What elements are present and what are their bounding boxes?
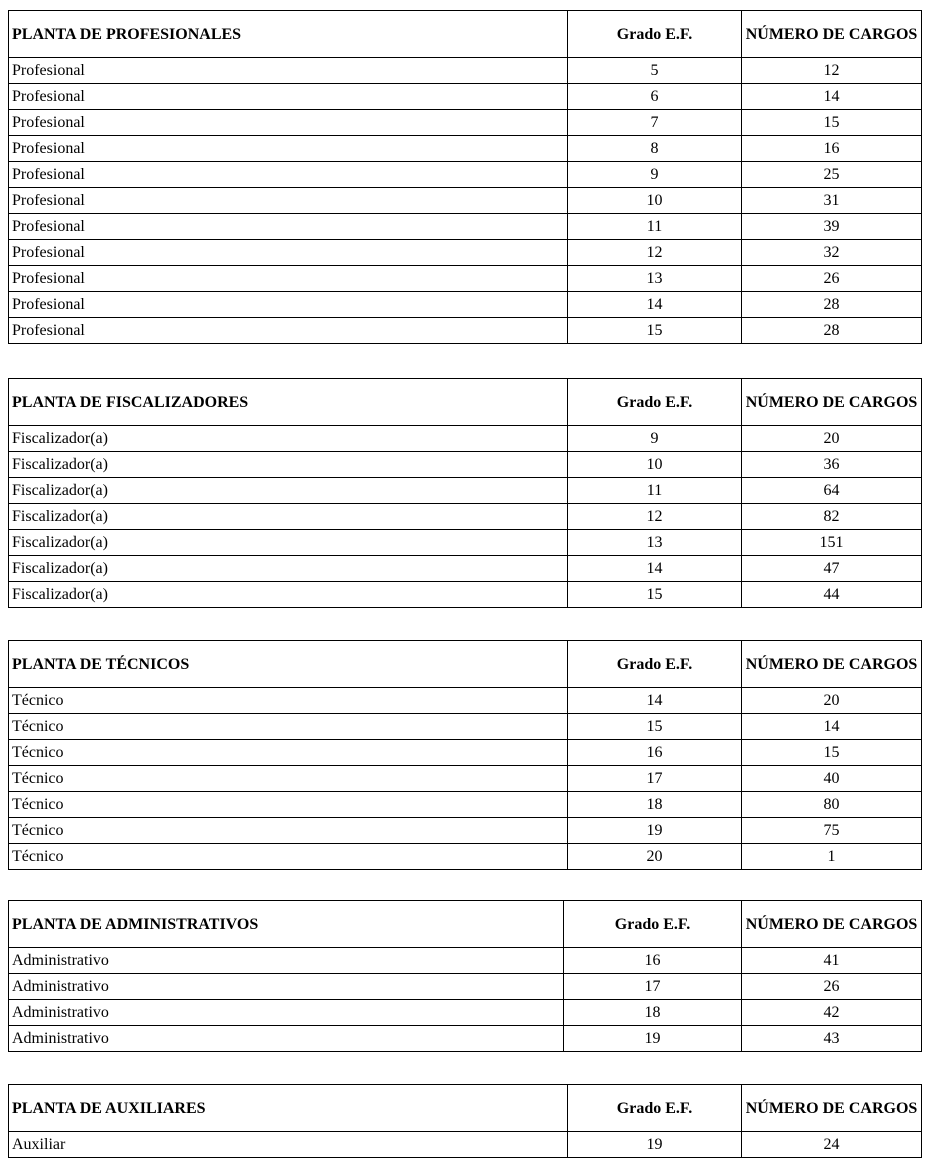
table-row — [9, 58, 922, 84]
cargos-count-cell: 24 — [742, 1132, 922, 1158]
grado-cell: 16 — [568, 740, 742, 766]
grado-cell: 15 — [568, 714, 742, 740]
cargos-count-cell: 47 — [742, 556, 922, 582]
grado-cell: 14 — [568, 556, 742, 582]
table-5 — [8, 1084, 922, 1158]
cargos-count-cell: 64 — [742, 478, 922, 504]
table-row — [9, 162, 922, 188]
cargo-cell: Fiscalizador(a) — [9, 478, 568, 504]
cargos-count-cell: 26 — [742, 974, 922, 1000]
cargo-cell: Fiscalizador(a) — [9, 556, 568, 582]
column-header-cargos: NÚMERO DE CARGOS — [742, 11, 922, 58]
cargo-cell: Técnico — [9, 714, 568, 740]
cargos-count-cell: 31 — [742, 188, 922, 214]
cargo-cell: Profesional — [9, 266, 568, 292]
grado-cell: 14 — [568, 292, 742, 318]
cargos-count-cell: 42 — [742, 1000, 922, 1026]
cargos-count-cell: 26 — [742, 266, 922, 292]
cargos-count-cell: 44 — [742, 582, 922, 608]
cargo-cell: Técnico — [9, 766, 568, 792]
grado-cell: 8 — [568, 136, 742, 162]
header-row — [9, 1085, 922, 1132]
table-row — [9, 136, 922, 162]
table-row — [9, 292, 922, 318]
table-row — [9, 766, 922, 792]
cargos-count-cell: 20 — [742, 426, 922, 452]
header-row — [9, 641, 922, 688]
cargo-cell: Técnico — [9, 740, 568, 766]
grado-cell: 17 — [568, 766, 742, 792]
grado-cell: 20 — [568, 844, 742, 870]
cargo-cell: Administrativo — [9, 974, 564, 1000]
cargos-count-cell: 14 — [742, 714, 922, 740]
cargo-cell: Administrativo — [9, 1026, 564, 1052]
cargos-count-cell: 75 — [742, 818, 922, 844]
grado-cell: 10 — [568, 188, 742, 214]
column-header-grado: Grado E.F. — [564, 901, 742, 948]
grado-cell: 5 — [568, 58, 742, 84]
table-row — [9, 818, 922, 844]
cargo-cell: Profesional — [9, 188, 568, 214]
cargo-cell: Fiscalizador(a) — [9, 452, 568, 478]
table-2 — [8, 378, 922, 608]
column-header-cargos: NÚMERO DE CARGOS — [742, 379, 922, 426]
cargos-count-cell: 14 — [742, 84, 922, 110]
grado-cell: 15 — [568, 582, 742, 608]
cargos-count-cell: 15 — [742, 740, 922, 766]
grado-cell: 9 — [568, 162, 742, 188]
cargo-cell: Técnico — [9, 688, 568, 714]
cargo-cell: Profesional — [9, 318, 568, 344]
cargos-count-cell: 82 — [742, 504, 922, 530]
cargos-count-cell: 43 — [742, 1026, 922, 1052]
grado-cell: 12 — [568, 240, 742, 266]
cargo-cell: Fiscalizador(a) — [9, 530, 568, 556]
cargo-cell: Administrativo — [9, 1000, 564, 1026]
table-row — [9, 1132, 922, 1158]
table-row — [9, 714, 922, 740]
table-row — [9, 740, 922, 766]
table-row — [9, 318, 922, 344]
table-row — [9, 688, 922, 714]
cargos-count-cell: 36 — [742, 452, 922, 478]
cargo-cell: Técnico — [9, 844, 568, 870]
table-row — [9, 582, 922, 608]
grado-cell: 14 — [568, 688, 742, 714]
grado-cell: 9 — [568, 426, 742, 452]
table-row — [9, 530, 922, 556]
table-row — [9, 426, 922, 452]
cargos-count-cell: 12 — [742, 58, 922, 84]
header-row — [9, 379, 922, 426]
table-4 — [8, 900, 922, 1052]
table-row — [9, 504, 922, 530]
cargo-cell: Profesional — [9, 214, 568, 240]
grado-cell: 13 — [568, 530, 742, 556]
cargo-cell: Profesional — [9, 292, 568, 318]
header-row — [9, 11, 922, 58]
grado-cell: 13 — [568, 266, 742, 292]
table-row — [9, 452, 922, 478]
header-row — [9, 901, 922, 948]
table-row — [9, 792, 922, 818]
table-row — [9, 240, 922, 266]
cargos-count-cell: 28 — [742, 292, 922, 318]
table-row — [9, 84, 922, 110]
column-header-cargos: NÚMERO DE CARGOS — [742, 901, 922, 948]
column-header-grado: Grado E.F. — [568, 1085, 742, 1132]
cargos-count-cell: 32 — [742, 240, 922, 266]
cargo-cell: Auxiliar — [9, 1132, 568, 1158]
cargos-count-cell: 20 — [742, 688, 922, 714]
table-row — [9, 188, 922, 214]
cargos-count-cell: 1 — [742, 844, 922, 870]
grado-cell: 12 — [568, 504, 742, 530]
column-header-grado: Grado E.F. — [568, 641, 742, 688]
grado-cell: 19 — [568, 818, 742, 844]
table-title: PLANTA DE AUXILIARES — [9, 1085, 568, 1132]
cargos-count-cell: 151 — [742, 530, 922, 556]
cargo-cell: Profesional — [9, 136, 568, 162]
grado-cell: 18 — [568, 792, 742, 818]
cargo-cell: Profesional — [9, 240, 568, 266]
table-row — [9, 556, 922, 582]
column-header-cargos: NÚMERO DE CARGOS — [742, 1085, 922, 1132]
cargos-count-cell: 39 — [742, 214, 922, 240]
grado-cell: 6 — [568, 84, 742, 110]
grado-cell: 11 — [568, 214, 742, 240]
grado-cell: 19 — [564, 1026, 742, 1052]
table-3 — [8, 640, 922, 870]
table-title: PLANTA DE ADMINISTRATIVOS — [9, 901, 564, 948]
column-header-cargos: NÚMERO DE CARGOS — [742, 641, 922, 688]
cargo-cell: Profesional — [9, 162, 568, 188]
cargo-cell: Fiscalizador(a) — [9, 582, 568, 608]
table-row — [9, 974, 922, 1000]
table-row — [9, 478, 922, 504]
grado-cell: 18 — [564, 1000, 742, 1026]
table-row — [9, 948, 922, 974]
table-title: PLANTA DE FISCALIZADORES — [9, 379, 568, 426]
column-header-grado: Grado E.F. — [568, 379, 742, 426]
grado-cell: 10 — [568, 452, 742, 478]
table-title: PLANTA DE TÉCNICOS — [9, 641, 568, 688]
table-1 — [8, 10, 922, 344]
cargo-cell: Profesional — [9, 58, 568, 84]
column-header-grado: Grado E.F. — [568, 11, 742, 58]
table-row — [9, 844, 922, 870]
table-row — [9, 1026, 922, 1052]
table-row — [9, 214, 922, 240]
cargo-cell: Técnico — [9, 792, 568, 818]
cargo-cell: Fiscalizador(a) — [9, 504, 568, 530]
grado-cell: 16 — [564, 948, 742, 974]
cargo-cell: Técnico — [9, 818, 568, 844]
cargos-count-cell: 80 — [742, 792, 922, 818]
table-row — [9, 266, 922, 292]
cargos-count-cell: 25 — [742, 162, 922, 188]
grado-cell: 17 — [564, 974, 742, 1000]
cargo-cell: Profesional — [9, 110, 568, 136]
cargo-cell: Profesional — [9, 84, 568, 110]
cargo-cell: Administrativo — [9, 948, 564, 974]
table-title: PLANTA DE PROFESIONALES — [9, 11, 568, 58]
cargos-count-cell: 40 — [742, 766, 922, 792]
cargos-count-cell: 28 — [742, 318, 922, 344]
cargo-cell: Fiscalizador(a) — [9, 426, 568, 452]
cargos-count-cell: 15 — [742, 110, 922, 136]
grado-cell: 11 — [568, 478, 742, 504]
grado-cell: 19 — [568, 1132, 742, 1158]
table-row — [9, 110, 922, 136]
cargos-count-cell: 16 — [742, 136, 922, 162]
grado-cell: 15 — [568, 318, 742, 344]
grado-cell: 7 — [568, 110, 742, 136]
table-row — [9, 1000, 922, 1026]
cargos-count-cell: 41 — [742, 948, 922, 974]
